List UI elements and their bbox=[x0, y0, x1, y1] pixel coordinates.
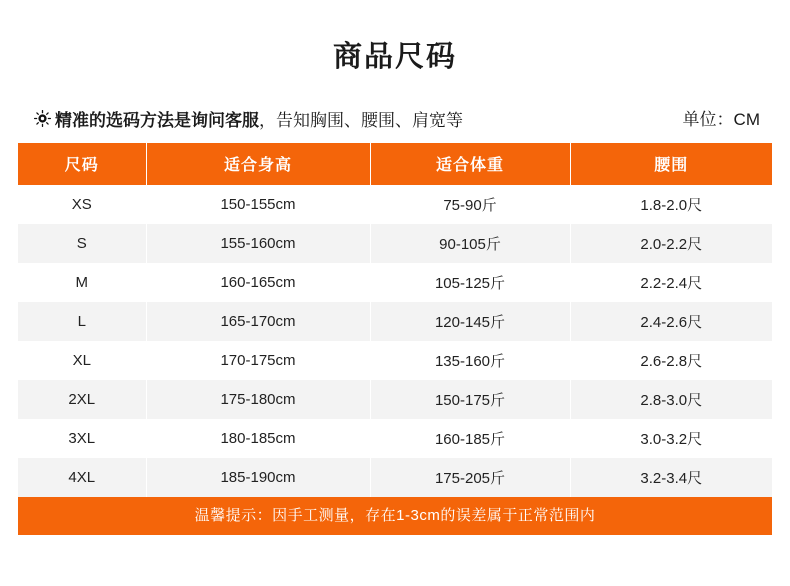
column-header-weight: 适合体重 bbox=[370, 143, 570, 185]
cell-weight: 135-160斤 bbox=[370, 341, 570, 380]
cell-weight: 150-175斤 bbox=[370, 380, 570, 419]
table-row bbox=[18, 419, 772, 458]
cell-size: M bbox=[18, 263, 146, 302]
cell-waist: 2.0-2.2尺 bbox=[570, 224, 772, 263]
size-table bbox=[18, 143, 772, 497]
column-header-size: 尺码 bbox=[18, 143, 146, 185]
table-row bbox=[18, 302, 772, 341]
cell-waist: 2.8-3.0尺 bbox=[570, 380, 772, 419]
cell-waist: 2.4-2.6尺 bbox=[570, 302, 772, 341]
cell-size: 2XL bbox=[18, 380, 146, 419]
table-row bbox=[18, 185, 772, 224]
cell-size: XS bbox=[18, 185, 146, 224]
cell-weight: 120-145斤 bbox=[370, 302, 570, 341]
table-row bbox=[18, 224, 772, 263]
cell-height: 170-175cm bbox=[146, 341, 370, 380]
column-header-waist: 腰围 bbox=[570, 143, 772, 185]
cell-height: 160-165cm bbox=[146, 263, 370, 302]
cell-height: 165-170cm bbox=[146, 302, 370, 341]
cell-size: S bbox=[18, 224, 146, 263]
cell-waist: 1.8-2.0尺 bbox=[570, 185, 772, 224]
sun-icon bbox=[34, 110, 51, 127]
cell-height: 180-185cm bbox=[146, 419, 370, 458]
subtitle-note-emphasis: 精准的选码方法是询问客服 bbox=[55, 110, 259, 130]
unit-label: 单位：CM bbox=[682, 109, 760, 129]
subtitle-bar bbox=[0, 75, 790, 131]
cell-size: XL bbox=[18, 341, 146, 380]
cell-weight: 160-185斤 bbox=[370, 419, 570, 458]
cell-weight: 75-90斤 bbox=[370, 185, 570, 224]
column-header-height: 适合身高 bbox=[146, 143, 370, 185]
table-row bbox=[18, 263, 772, 302]
subtitle-note bbox=[55, 106, 463, 131]
cell-waist: 2.2-2.4尺 bbox=[570, 263, 772, 302]
footer-note: 温馨提示：因手工测量，存在1-3cm的误差属于正常范围内 bbox=[18, 497, 772, 535]
subtitle-left bbox=[34, 106, 463, 131]
cell-weight: 90-105斤 bbox=[370, 224, 570, 263]
cell-size: L bbox=[18, 302, 146, 341]
table-row bbox=[18, 380, 772, 419]
table-row bbox=[18, 458, 772, 497]
cell-weight: 105-125斤 bbox=[370, 263, 570, 302]
page-title: 商品尺码 bbox=[332, 41, 457, 73]
size-table-wrapper bbox=[0, 131, 790, 497]
cell-height: 175-180cm bbox=[146, 380, 370, 419]
subtitle-note-rest: ，告知胸围、腰围、肩宽等 bbox=[259, 110, 463, 130]
table-header-row bbox=[18, 143, 772, 185]
cell-waist: 3.2-3.4尺 bbox=[570, 458, 772, 497]
cell-height: 155-160cm bbox=[146, 224, 370, 263]
table-row bbox=[18, 341, 772, 380]
cell-size: 3XL bbox=[18, 419, 146, 458]
cell-waist: 3.0-3.2尺 bbox=[570, 419, 772, 458]
cell-weight: 175-205斤 bbox=[370, 458, 570, 497]
cell-waist: 2.6-2.8尺 bbox=[570, 341, 772, 380]
cell-size: 4XL bbox=[18, 458, 146, 497]
cell-height: 185-190cm bbox=[146, 458, 370, 497]
cell-height: 150-155cm bbox=[146, 185, 370, 224]
